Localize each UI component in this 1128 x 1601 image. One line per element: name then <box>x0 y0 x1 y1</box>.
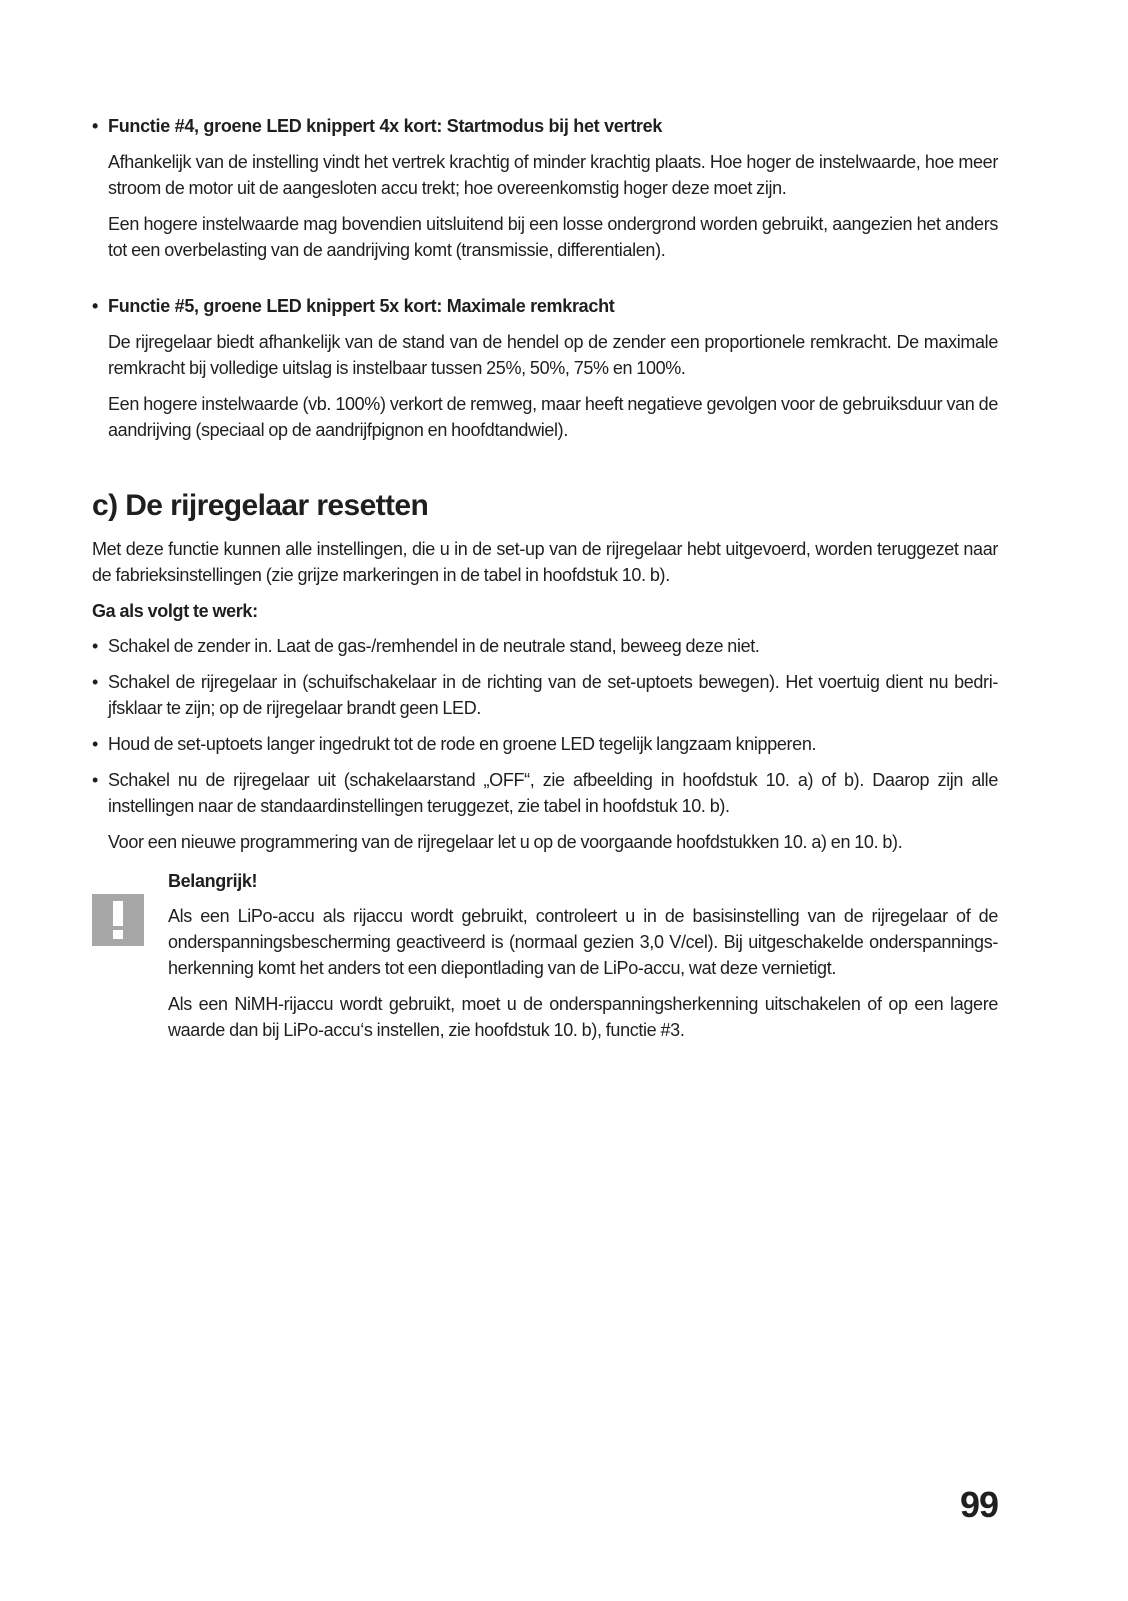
step-text: Schakel de rijregelaar in (schuifschakelaar in de richting van de set-uptoets bewegen). Het voertuig dient nu bedri-jfsklaar te zijn; op de rijregelaar brandt geen LED. <box>108 672 998 718</box>
functie-4-paragraph-2: Een hogere instelwaarde mag bovendien uitsluitend bij een losse ondergrond worden gebruikt, aangezien het anders tot een overbelasting van de aandrijving komt (transmissie, differentialen). <box>108 214 998 260</box>
closing-paragraph: Voor een nieuwe programmering van de rijregelaar let u op de voorgaande hoofdstukken 10. a) en 10. b). <box>108 832 903 852</box>
bullet: • <box>92 770 98 790</box>
section-intro: Met deze functie kunnen alle instellingen, die u in de set-up van de rijregelaar hebt uitgevoerd, worden teruggezet naar de fabrieksinstellingen (zie grijze markeringen in de tabel in hoofdstuk 10. b). <box>92 539 998 585</box>
functie-5-paragraph-1: De rijregelaar biedt afhankelijk van de stand van de hendel op de zender een proportionele remkracht. De maximale remkracht bij volledige uitslag is instelbaar tussen 25%, 50%, 75% en 100%. <box>108 332 998 378</box>
functie-5-heading-text: Functie #5, groene LED knippert 5x kort: Maximale remkracht <box>108 296 615 316</box>
functie-4-paragraph-1: Afhankelijk van de instelling vindt het vertrek krachtig of minder krachtig plaats. Hoe hoger de instelwaarde, hoe meer stroom de motor uit de aangesloten accu trekt; hoe overeenkomstig hoger deze moet zijn. <box>108 152 998 198</box>
bullet: • <box>92 672 98 692</box>
page-number: 99 <box>959 1484 998 1525</box>
exclamation-bar <box>113 901 123 926</box>
bullet: • <box>92 116 99 136</box>
note-title: Belangrijk! <box>168 871 258 891</box>
list-item <box>92 669 998 721</box>
note-paragraph-1: Als een LiPo-accu als rijaccu wordt gebruikt, controleert u in de basisinstelling van de rijregelaar of de onderspanningsbescherming geactiveerd is (normaal gezien 3,0 V/cel). Bij uitgeschakelde onderspannings-herkenning komt het anders tot een diepontlading van de LiPo-accu, wat deze vernietigt. <box>168 906 998 978</box>
exclamation-icon <box>92 894 144 946</box>
step-text: Schakel de zender in. Laat de gas-/remhendel in de neutrale stand, beweeg deze niet. <box>108 636 760 656</box>
list-item <box>92 731 998 757</box>
functie-4-heading-text: Functie #4, groene LED knippert 4x kort: Startmodus bij het vertrek <box>108 116 663 136</box>
functie-5-heading <box>92 294 998 318</box>
step-text: Houd de set-uptoets langer ingedrukt tot de rode en groene LED tegelijk langzaam knipperen. <box>108 734 817 754</box>
bullet: • <box>92 296 99 316</box>
functie-4-heading <box>92 114 998 138</box>
note-paragraph-2: Als een NiMH-rijaccu wordt gebruikt, moet u de onderspanningsherkenning uitschakelen of op een lagere waarde dan bij LiPo-accu‘s instellen, zie hoofdstuk 10. b), functie #3. <box>168 994 998 1040</box>
functie-5-paragraph-2: Een hogere instelwaarde (vb. 100%) verkort de remweg, maar heeft negatieve gevolgen voor de gebruiksduur van de aandrijving (speciaal op de aandrijfpignon en hoofdtandwiel). <box>108 394 998 440</box>
list-item <box>92 767 998 819</box>
section-title: c) De rijregelaar resetten <box>92 489 429 522</box>
bullet: • <box>92 636 98 656</box>
exclamation-dot <box>113 930 123 939</box>
steps-heading: Ga als volgt te werk: <box>92 601 258 621</box>
bullet: • <box>92 734 98 754</box>
list-item <box>92 633 998 659</box>
step-text: Schakel nu de rijregelaar uit (schakelaarstand „OFF“, zie afbeelding in hoofdstuk 10. a) of b). Daarop zijn alle instellingen naar de standaardinstellingen teruggezet, zie tabel in hoofdstuk 10. b). <box>108 770 998 816</box>
